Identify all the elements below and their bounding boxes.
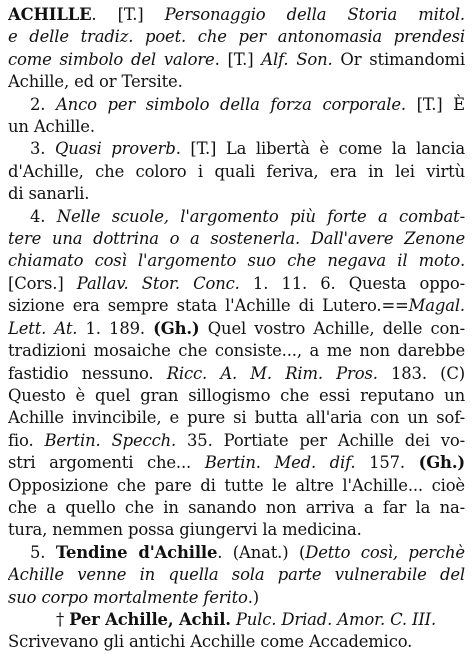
text-run: . [T.] È (400, 94, 465, 114)
text-run: Achille invincibile, e pure si butta all'aria con un sof- (8, 408, 465, 428)
text-run: Or stimandomi (332, 49, 465, 69)
text-line (8, 94, 465, 116)
text-line (8, 564, 465, 586)
text-run: 3. (30, 139, 55, 159)
text-line (8, 587, 465, 609)
text-run: . (459, 251, 465, 271)
bold-text: Per Achille, Achil. (69, 609, 231, 629)
italic-text: Ricc. A. M. Rim. Pros. (166, 363, 378, 383)
text-line (8, 631, 465, 653)
text-run: Quel vostro Achille, delle con- (199, 318, 465, 338)
text-run: . [T.] (214, 49, 262, 69)
italic-text: Alf. Son. (261, 49, 333, 69)
text-run: fio. (8, 430, 45, 450)
text-line (8, 542, 465, 564)
text-run: 183. (C) (377, 363, 465, 383)
text-line (8, 183, 465, 205)
italic-text: tere una dottrina o a sostenerla. Dall'avere Zenone (8, 229, 465, 249)
text-run: 4. (30, 206, 57, 226)
text-line (8, 138, 465, 160)
text-line (8, 4, 465, 26)
text-line (8, 206, 465, 228)
italic-text: Pallav. Stor. Conc. (76, 273, 240, 293)
text-run: 157. (355, 453, 419, 473)
text-line (8, 475, 465, 497)
italic-text: chiamato così l'argomento suo che negava il moto (8, 251, 460, 271)
italic-text: Bertin. Specch. (44, 430, 177, 450)
text-line (8, 228, 465, 250)
text-run: Questo è quel gran sillogismo che essi reputano un (8, 385, 465, 405)
text-run: stri argomenti che... (8, 453, 205, 473)
text-line (8, 519, 465, 541)
text-line (8, 430, 465, 452)
text-run: d'Achille, che coloro i quali feriva, era in lei virtù (8, 161, 465, 181)
text-line (8, 295, 465, 317)
text-run: tradizioni mosaiche che consiste..., a me non darebbe (8, 341, 465, 361)
text-line (8, 26, 465, 48)
italic-text: Personaggio della Storia mitol. (164, 5, 465, 24)
italic-text: Magal. (408, 296, 465, 316)
italic-text: Quasi proverb (54, 139, 176, 159)
text-line (8, 71, 465, 93)
italic-text: e delle tradiz. poet. che per antonomasia prendesi (8, 27, 465, 47)
text-line (8, 385, 465, 407)
text-run: di sanarli. (8, 184, 90, 204)
text-run: sizione era sempre stata l'Achille di Lutero.== (8, 296, 409, 316)
text-run: 1. 11. 6. Questa oppo- (239, 273, 465, 293)
text-run: Opposizione che pare di tutte le altre l'Achille... cioè (8, 475, 465, 495)
text-run: un Achille. (8, 117, 95, 137)
text-line (8, 340, 465, 362)
text-line (8, 497, 465, 519)
italic-text: Pulc. Driad. Amor. C. III. (235, 609, 437, 629)
italic-text: suo corpo mortalmente ferito (8, 587, 248, 607)
text-line (8, 318, 465, 340)
text-run: 35. Portiate per Achille dei vo- (176, 430, 465, 450)
text-run: .) (247, 587, 260, 607)
text-line (8, 273, 465, 295)
text-line (8, 407, 465, 429)
text-run: fastidio nessuno. (8, 363, 167, 383)
text-run: Scrivevano gli antichi Acchille come Accademico. (8, 632, 413, 652)
text-line (8, 363, 465, 385)
text-run: 2. (30, 94, 56, 114)
bold-text: (Gh.) (153, 318, 200, 338)
text-line (8, 116, 465, 138)
text-run: tura, nemmen possa giungervi la medicina. (8, 520, 362, 540)
bold-text: ACHILLE (8, 5, 92, 24)
text-run: † (56, 609, 70, 629)
text-run: Achille, ed or Tersite. (8, 72, 183, 92)
text-run: 5. (30, 542, 56, 562)
italic-text: Anco per simbolo della forza corporale (56, 94, 401, 114)
text-line (8, 161, 465, 183)
text-run: 1. 189. (77, 318, 154, 338)
text-run: . [T.] (91, 5, 165, 24)
italic-text: Achille venne in quella sola parte vulnerabile del (8, 565, 465, 585)
text-line (8, 609, 465, 631)
text-line (8, 250, 465, 272)
italic-text: come simbolo del valore (8, 49, 215, 69)
text-run: . (Anat.) ( (217, 542, 306, 562)
text-run: . [T.] La libertà è come la lancia (175, 139, 465, 159)
text-line (8, 49, 465, 71)
text-line (8, 452, 465, 474)
bold-text: Tendine d'Achille (55, 542, 218, 562)
italic-text: Nelle scuole, l'argomento più forte a combat- (56, 206, 465, 226)
bold-text: (Gh.) (418, 453, 465, 473)
text-run: [Cors.] (8, 273, 77, 293)
text-run: che a quello che in sanando non arriva a far la na- (8, 497, 465, 517)
italic-text: Detto così, perchè (305, 542, 465, 562)
italic-text: Lett. At. (8, 318, 78, 338)
italic-text: Bertin. Med. dif. (204, 453, 356, 473)
